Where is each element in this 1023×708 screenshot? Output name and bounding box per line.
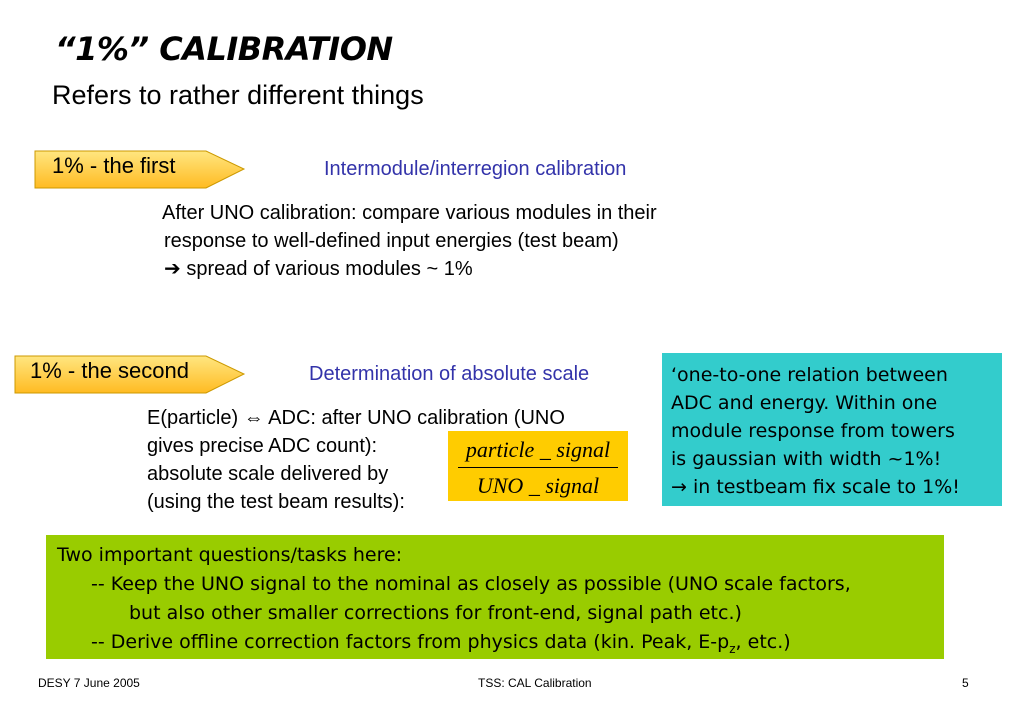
second-label-text: 1% - the second [30, 358, 189, 383]
tasks-intro: Two important questions/tasks here: [57, 544, 403, 566]
tasks-item-1: -- Keep the UNO signal to the nominal as closely as possible (UNO scale factors, [91, 573, 851, 595]
fraction-box [448, 431, 628, 501]
first-line-2: response to well-defined input energies (test beam) [164, 230, 619, 252]
tasks-box [46, 535, 944, 659]
footer-date: DESY 7 June 2005 [38, 676, 140, 690]
arrow-right-icon: ➔ [164, 258, 181, 280]
fraction-bar [458, 467, 618, 468]
first-line-1: After UNO calibration: compare various modules in their [162, 202, 657, 224]
first-heading: Intermodule/interregion calibration [324, 158, 627, 180]
second-heading: Determination of absolute scale [309, 363, 590, 385]
second-line-3: absolute scale delivered by [147, 463, 389, 485]
fraction-denominator: UNO _ signal [476, 473, 600, 498]
equivalence-icon: ⇔ [243, 407, 264, 429]
second-line-1: E(particle) ⇔ ADC: after UNO calibration (UNO [147, 407, 565, 429]
first-body [162, 199, 657, 283]
tasks-item-2: -- Derive offline correction factors from physics data (kin. Peak, $E-p_z$, etc.) [91, 631, 791, 656]
fraction-numerator: particle _ signal [465, 437, 611, 462]
note-line-1: ‘one-to-one relation between [671, 364, 948, 386]
footer-title: TSS: CAL Calibration [478, 676, 592, 690]
note-line-5: → in testbeam fix scale to 1%! [671, 476, 960, 498]
page-number: 5 [962, 676, 969, 690]
note-line-3: module response from towers [671, 420, 955, 442]
first-arrow-label [34, 150, 246, 186]
first-line-3: ➔ spread of various modules ~ 1% [164, 258, 473, 280]
first-label-text: 1% - the first [52, 153, 176, 178]
tasks-item-1-cont: but also other smaller corrections for front-end, signal path etc.) [129, 602, 742, 624]
second-line-4: (using the test beam results): [147, 491, 405, 513]
second-arrow-label [14, 355, 246, 391]
note-line-2: ADC and energy. Within one [671, 392, 938, 414]
arrow-right-icon: → [671, 476, 687, 498]
slide-subtitle: Refers to rather different things [52, 80, 424, 110]
slide-title: “1%” CALIBRATION [55, 30, 393, 68]
note-line-4: is gaussian with width ~1%! [671, 448, 942, 470]
note-box [662, 353, 1002, 506]
second-line-2: gives precise ADC count): [147, 435, 378, 457]
